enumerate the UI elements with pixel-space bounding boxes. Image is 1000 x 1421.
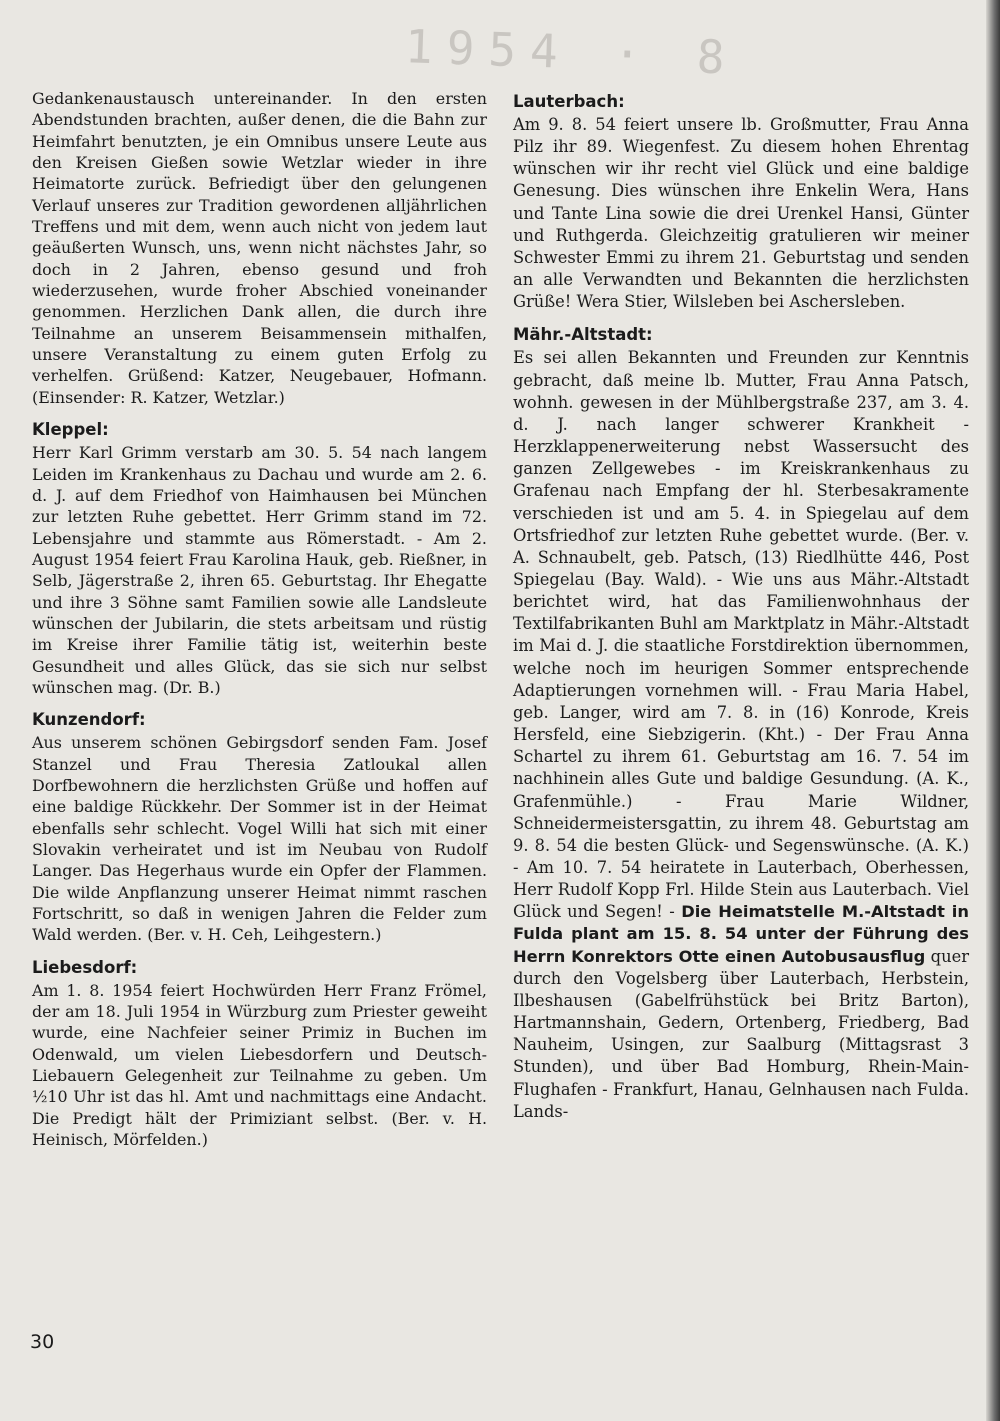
section-heading-liebesdorf: Liebesdorf: — [32, 957, 138, 977]
section-text-lauterbach: Am 9. 8. 54 feiert unsere lb. Großmutter, Frau Anna Pilz ihr 89. Wiegenfest. Zu diesem hohen Ehrentag wünschen wir ihr recht viel Glück und eine baldige Genesung. Dies wünschen ihre Enkelin Wera, Hans und Tante Lina sowie die drei Urenkel Hansi, Günter und Ruthgerda. Gleichzeitig gratulieren wir meiner Schwester Emmi zu ihrem 21. Geburtstag und senden an alle Verwandten und Bekannten die herzlichsten Grüße! Wera Stier, Wilsleben bei Aschersleben. — [513, 115, 969, 312]
right-column — [513, 88, 969, 1131]
section-text-kleppel: Herr Karl Grimm verstarb am 30. 5. 54 nach langem Leiden im Krankenhaus zu Dachau und wurde am 2. 6. d. J. auf dem Friedhof von Haimhausen bei München zur letzten Ruhe gebettet. Herr Grimm stand im 72. Lebensjahre und stammte aus Römerstadt. - Am 2. August 1954 feiert Frau Karolina Hauk, geb. Rießner, in Selb, Jägerstraße 2, ihren 65. Geburtstag. Ihr Ehegatte und ihre 3 Söhne samt Familien sowie alle Landsleute wünschen der Jubilarin, die stets arbeitsam und rüstig im Kreise ihrer Familie tätig ist, weiterhin beste Gesundheit und alles Glück, das sie sich nur selbst wünschen mag. (Dr. B.) — [32, 443, 487, 697]
section-heading-kleppel: Kleppel: — [32, 420, 109, 440]
section-heading-maehr-altstadt: Mähr.-Altstadt: — [513, 325, 653, 345]
section-text-liebesdorf: Am 1. 8. 1954 feiert Hochwürden Herr Franz Frömel, der am 18. Juli 1954 in Würzburg zum Priester geweiht wurde, eine Nachfeier seiner Primiz in Buchen im Odenwald, um vielen Liebesdorfern und Deutsch-Liebauern Gelegenheit zur Teilnahme zu geben. Um ½10 Uhr ist das hl. Amt und nachmittags eine Andacht. Die Predigt hält der Primiziant selbst. (Ber. v. H. Heinisch, Mörfelden.) — [32, 980, 487, 1150]
maehr-altstadt-bold-announcement: Die Heimatstelle M.-Altstadt in Fulda plant am 15. 8. 54 unter der Führung des Herrn Konrektors Otte einen Autobusausflug — [513, 902, 969, 966]
article-continuation-text: Gedankenaustausch untereinander. In den ersten Abendstunden brachten, außer denen, die die Bahn zur Heimfahrt benutzten, je ein Omnibus unsere Leute aus den Kreisen Gießen sowie Wetzlar wieder in ihre Heimatorte zurück. Befriedigt über den gelungenen Verlauf unseres zur Tradition gewordenen alljährlichen Treffens und mit dem, wenn auch nicht von jedem laut geäußerten Wunsch, uns, wenn nicht nächstes Jahr, so doch in 2 Jahren, ebenso gesund und froh wiederzusehen, wurde froher Abschied voneinander genommen. Herzlichen Dank allen, die durch ihre Teilnahme an unserem Beisammensein mithalfen, unsere Veranstaltung zu einem guten Erfolg zu verhelfen. Grüßend: Katzer, Neugebauer, Hofmann. (Einsender: R. Katzer, Wetzlar.) — [32, 89, 487, 407]
section-text-kunzendorf: Aus unserem schönen Gebirgsdorf senden Fam. Josef Stanzel und Frau Theresia Zatloukal allen Dorfbewohnern die herzlichsten Grüße und hoffen auf eine baldige Rückkehr. Der Sommer ist in der Heimat ebenfalls sehr schlecht. Vogel Willi hat sich mit einer Slovakin verheiratet und ist im Neubau von Rudolf Langer. Das Hegerhaus wurde ein Opfer der Flammen. Die wilde Anpflanzung unserer Heimat nimmt raschen Fortschritt, so daß in wenigen Jahren die Felder zum Wald werden. (Ber. v. H. Ceh, Leihgestern.) — [32, 733, 487, 945]
maehr-altstadt-text: Es sei allen Bekannten und Freunden zur Kenntnis gebracht, daß meine lb. Mutter, Frau Anna Patsch, wohnh. gewesen in der Mühlbergstraße 237, am 3. 4. d. J. nach langer schwerer Krankheit - Herzklappenerweiterung nebst Wassersucht des ganzen Zellgewebes - im Kreiskrankenhaus zu Grafenau nach Empfang der hl. Sterbesakramente verschieden ist und am 5. 4. in Spiegelau auf dem Ortsfriedhof zur letzten Ruhe gebettet wurde. (Ber. v. A. Schnaubelt, geb. Patsch, (13) Riedlhütte 446, Post Spiegelau (Bay. Wald). - Wie uns aus Mähr.-Altstadt berichtet wird, hat das Familienwohnhaus der Textilfabrikanten Buhl am Marktplatz in Mähr.-Altstadt im Mai d. J. die staatliche Forstdirektion übernommen, welche noch im heurigen Sommer entsprechende Adaptierungen vornehmen will. - Frau Maria Habel, geb. Langer, wird am 7. 8. in (16) Konrode, Kreis Hersfeld, eine Siebzigerin. (Kht.) - Der Frau Anna Schartel zu ihrem 61. Geburtstag am 16. 7. 54 im nachhinein alles Gute und baldige Gesundung. (A. K., Grafenmühle.) - Frau Marie Wildner, Schneidermeistersgattin, zu ihrem 48. Geburtstag am 9. 8. 54 die besten Glück- und Segenswünsche. (A. K.) - Am 10. 7. 54 heiratete in Lauterbach, Oberhessen, Herr Rudolf Kopp Frl. Hilde Stein aus Lauterbach. Viel Glück und Segen! - — [513, 348, 969, 922]
section-heading-lauterbach: Lauterbach: — [513, 92, 625, 111]
section-heading-kunzendorf: Kunzendorf: — [32, 710, 146, 730]
section-text-maehr-altstadt — [513, 347, 969, 1122]
page-number: 30 — [30, 1331, 55, 1353]
maehr-altstadt-tail-text: quer durch den Vogelsberg über Lauterbach, Herbstein, Ilbeshausen (Gabelfrühstück bei Britz Barton), Hartmannshain, Gedern, Ortenberg, Friedberg, Bad Nauheim, Usingen, zur Saalburg (Mittagsrast 3 Stunden), und über Bad Homburg, Rhein-Main-Flughafen - Frankfurt, Hanau, Gelnhausen nach Fulda. Lands- — [513, 946, 969, 1121]
left-column — [32, 88, 487, 1158]
archive-stamp: 1954 · 8 — [404, 19, 740, 85]
page-binding-edge — [986, 0, 1000, 1421]
